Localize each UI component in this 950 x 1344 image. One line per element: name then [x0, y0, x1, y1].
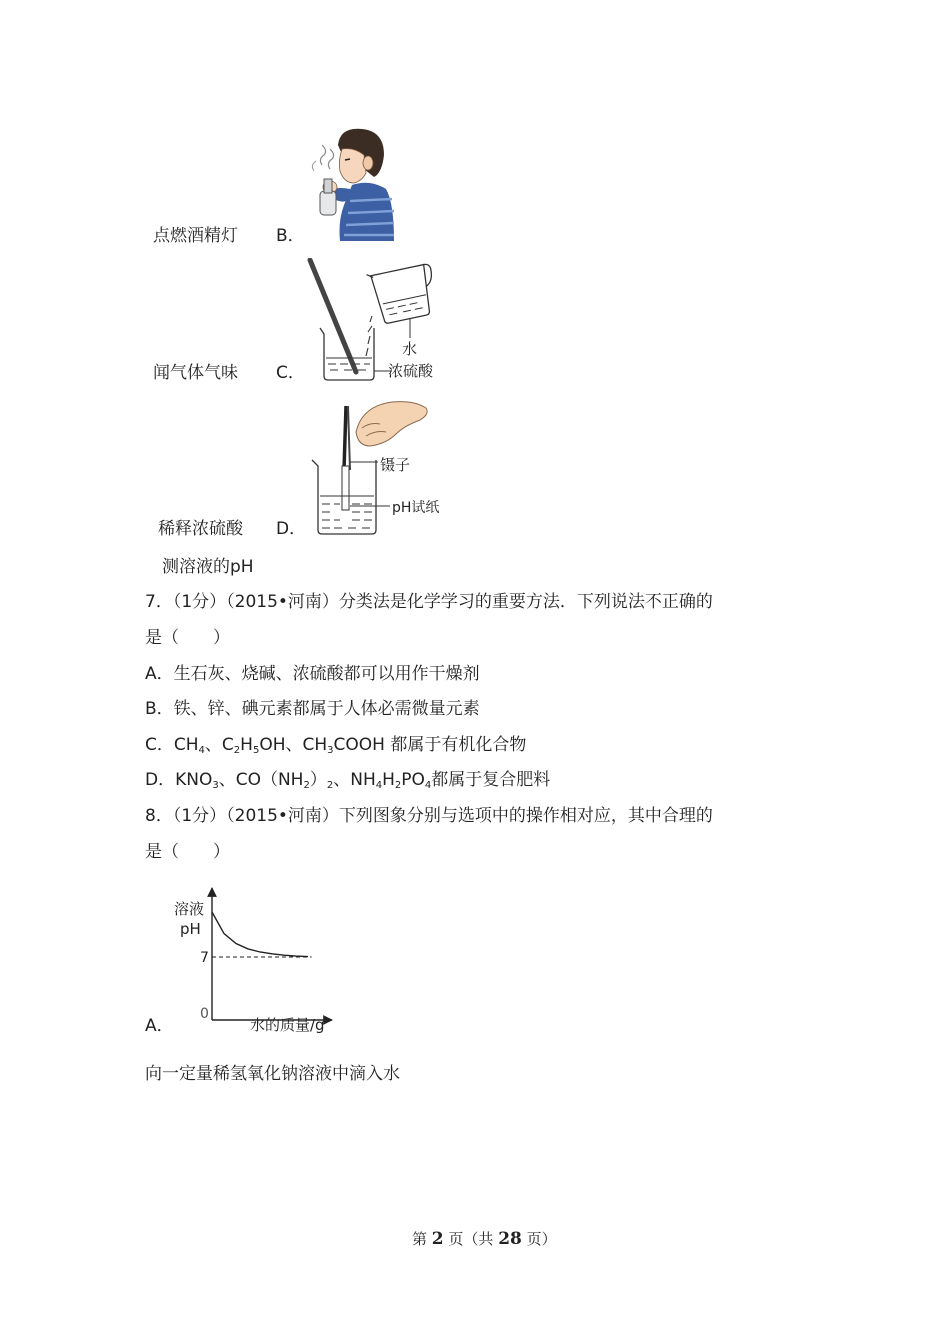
option-caption: 测溶液的pH [162, 557, 254, 577]
option-caption: 闻气体气味 [153, 363, 238, 383]
question-7-option-d: D．$KNO_3$、$CO(NH_2)_2$、$NH_4H_2PO_4$都属于复合肥料 [145, 770, 551, 791]
option-letter: C． [276, 363, 305, 383]
question-7-option-a: A．生石灰、烧碱、浓硫酸都可以用作干燥剂 [145, 664, 480, 684]
question-7-stem: 7．（1分）（2015•河南）分类法是化学学习的重要方法．下列说法不正确的 [145, 592, 713, 612]
conc-acid-label: 浓硫酸 [388, 362, 434, 380]
question-8-stem-cont: 是（ ） [145, 842, 230, 862]
question-7-option-c: C．$CH_4$、$C_2H_5OH$、$CH_3COOH$ 都属于有机化合物 [145, 735, 527, 756]
y-tick-7: 7 [200, 950, 209, 966]
option-letter: B． [276, 226, 305, 246]
x-axis-label: 水的质量/g [250, 1016, 325, 1034]
ph-chart [168, 884, 340, 1036]
ph-test-diagram [300, 400, 450, 540]
question-7-stem-cont: 是（ ） [145, 628, 230, 648]
y-axis-label-line2: pH [180, 920, 201, 938]
boy-smelling-illustration [300, 125, 396, 243]
water-label: 水 [402, 340, 418, 358]
series-ph-line [212, 912, 308, 957]
y-axis-label-line1: 溶液 [174, 900, 205, 918]
question-8-option-a-letter: A． [145, 1016, 174, 1036]
tweezers-label: 镊子 [380, 456, 411, 474]
question-8-stem: 8．（1分）（2015•河南）下列图象分别与选项中的操作相对应，其中合理的 [145, 806, 713, 826]
dilution-diagram [300, 258, 450, 384]
question-7-option-b: B．铁、锌、碘元素都属于人体必需微量元素 [145, 699, 480, 719]
origin-label: 0 [200, 1006, 209, 1022]
question-8-option-a-caption: 向一定量稀氢氧化钠溶液中滴入水 [145, 1064, 400, 1084]
option-caption: 稀释浓硫酸 [158, 519, 243, 539]
ph-paper-label: pH试纸 [392, 500, 440, 516]
option-letter: D． [276, 519, 307, 539]
page-footer: 第 2 页（共 28 页） [412, 1229, 557, 1249]
option-caption: 点燃酒精灯 [153, 226, 238, 246]
